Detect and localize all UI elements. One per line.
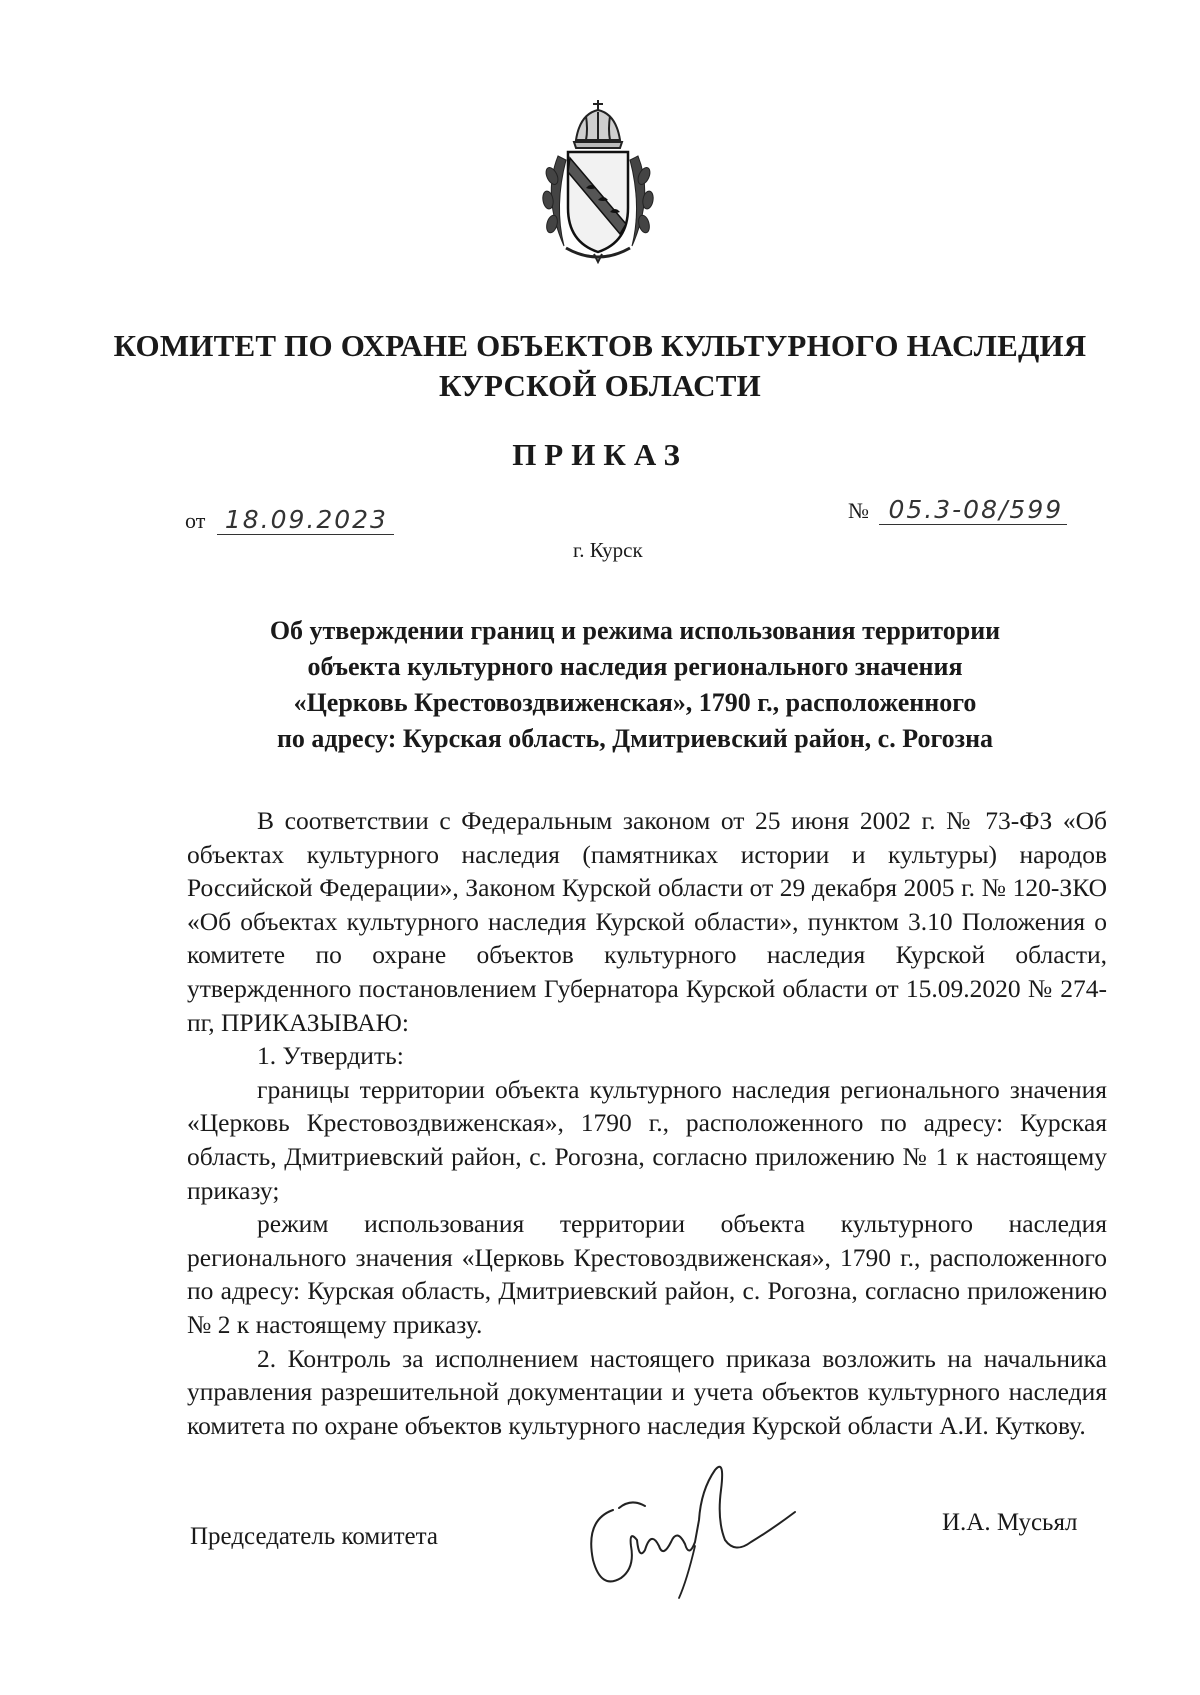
body-paragraph-preamble: В соответствии с Федеральным законом от 25 июня 2002 г. № 73-ФЗ «Об объектах культурного наследия (памятниках истории и культуры) народов Российской Федерации», Законом Курской области от 29 декабря 2005 г. № 120-ЗКО «Об объектах культурного наследия Курской области», пунктом 3.10 Положения о комитете по охране объектов культурного наследия Курской области, утвержденного постановлением Губернатора Курской области от 15.09.2020 № 274-пг, ПРИКАЗЫВАЮ:: [187, 806, 1107, 1037]
signer-name: И.А. Мусьял: [942, 1509, 1078, 1536]
date-value: 18.09.2023: [217, 505, 394, 535]
document-body: [187, 804, 1107, 1442]
subject-line: «Церковь Крестовоздвиженская», 1790 г., расположенного: [293, 688, 977, 717]
subject-line: по адресу: Курская область, Дмитриевский район, с. Рогозна: [276, 724, 994, 753]
number-prefix: №: [848, 498, 869, 523]
document-number: [848, 495, 1067, 525]
number-value: 05.3-08/599: [879, 495, 1068, 525]
document-city: г. Курск: [573, 538, 643, 562]
document-date: [185, 505, 394, 535]
subject-line: Об утверждении границ и режима использования территории: [269, 616, 1001, 645]
date-prefix: от: [185, 508, 206, 533]
organization-line-2: КУРСКОЙ ОБЛАСТИ: [439, 368, 761, 403]
subject-line: объекта культурного наследия регионального значения: [307, 652, 963, 681]
signer-position: Председатель комитета: [190, 1523, 438, 1550]
organization-title: [100, 326, 1100, 406]
body-paragraph-item-2: 2. Контроль за исполнением настоящего приказа возложить на начальника управления разрешительной документации и учета объектов культурного наследия комитета по охране объектов культурного наследия Курской области А.И. Куткову.: [187, 1343, 1107, 1440]
body-paragraph-boundaries: границы территории объекта культурного наследия регионального значения «Церковь Крестовоздвиженская», 1790 г., расположенного по адресу: Курская область, Дмитриевский район, с. Рогозна, согласно приложению № 1 к настоящему приказу;: [187, 1074, 1107, 1205]
document-type: ПРИКАЗ: [512, 437, 688, 472]
coat-of-arms-icon: [536, 96, 660, 264]
signature-icon: [575, 1450, 815, 1600]
document-subject: [200, 613, 1070, 757]
organization-line-1: КОМИТЕТ ПО ОХРАНЕ ОБЪЕКТОВ КУЛЬТУРНОГО НАСЛЕДИЯ: [113, 328, 1087, 363]
body-paragraph-item-1: 1. Утвердить:: [257, 1041, 404, 1071]
body-paragraph-regime: режим использования территории объекта культурного наследия регионального значения «Церковь Крестовоздвиженская», 1790 г., расположенного по адресу: Курская область, Дмитриевский район, с. Рогозна, согласно приложению № 2 к настоящему приказу.: [187, 1209, 1107, 1339]
